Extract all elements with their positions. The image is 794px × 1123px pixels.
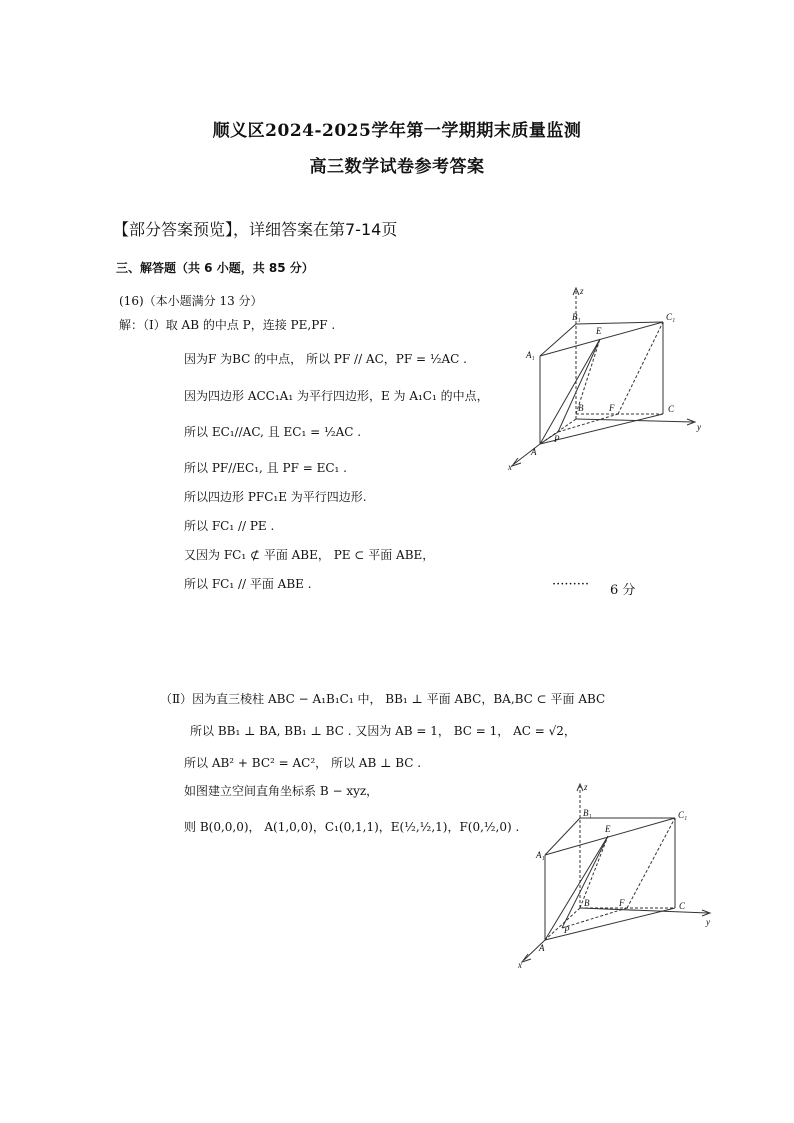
figure-label: P xyxy=(564,925,570,935)
document-title: 顺义区2024-2025学年第一学期期末质量监测 xyxy=(212,121,582,141)
figure-label: A xyxy=(531,447,537,457)
figure-label: E xyxy=(596,326,602,336)
figure-label: y xyxy=(697,422,701,432)
document-subtitle: 高三数学试卷参考答案 xyxy=(309,157,485,177)
score-dots: ········· xyxy=(552,577,590,592)
figure-label: C xyxy=(679,901,686,911)
solution-line: 又因为 FC₁ ⊄ 平面 ABE， PE ⊂ 平面 ABE， xyxy=(184,548,435,562)
solution-line: 所以 FC₁ // PE . xyxy=(184,519,275,533)
preview-note: 【部分答案预览】，详细答案在第7-14页 xyxy=(113,220,398,239)
figure-label: A₁ xyxy=(536,850,545,860)
solution-line: 则 B(0,0,0)， A(1,0,0)，C₁(0,1,1)，E(½,½,1)，F(0,½,0) . xyxy=(184,820,520,834)
problem-heading: (16)（本小题满分 13 分） xyxy=(119,294,263,308)
figure-label: B₁ xyxy=(583,808,592,818)
figure-label: C₁ xyxy=(678,810,688,820)
prism-figure xyxy=(500,284,710,474)
figure-label: z xyxy=(584,782,588,792)
prism-figure-coordinates xyxy=(510,780,720,970)
solution-line: 所以四边形 PFC₁E 为平行四边形. xyxy=(184,490,367,504)
figure-label: C₁ xyxy=(666,312,676,322)
figure-label: y xyxy=(706,917,710,927)
figure-label: P xyxy=(554,434,560,444)
figure-label: F xyxy=(619,898,625,908)
figure-label: B xyxy=(584,898,590,908)
figure-label: B xyxy=(578,403,584,413)
solution-line: 所以 PF//EC₁, 且 PF = EC₁ . xyxy=(184,461,347,475)
figure-label: x xyxy=(508,462,512,472)
solution-line: 如图建立空间直角坐标系 B − xyz， xyxy=(184,784,379,798)
solution-line: 因为F 为BC 的中点， 所以 PF // AC，PF = ½AC . xyxy=(184,352,467,366)
solution-line: 所以 AB² + BC² = AC²， 所以 AB ⊥ BC . xyxy=(184,756,422,770)
figure-label: E xyxy=(605,824,611,834)
figure-label: A xyxy=(539,943,545,953)
solution-line: 所以 FC₁ // 平面 ABE . xyxy=(184,577,312,591)
solution-line: 解：（Ⅰ）取 AB 的中点 P，连接 PE,PF . xyxy=(119,318,336,332)
figure-label: C xyxy=(668,404,675,414)
solution-line: （Ⅱ）因为直三棱柱 ABC − A₁B₁C₁ 中， BB₁ ⊥ 平面 ABC，BA,BC ⊂ 平面 ABC xyxy=(160,692,606,706)
solution-line: 所以 BB₁ ⊥ BA, BB₁ ⊥ BC . 又因为 AB = 1， BC = 1， AC = √2， xyxy=(190,724,576,738)
solution-line: 所以 EC₁//AC, 且 EC₁ = ½AC . xyxy=(184,425,362,439)
figure-label: A₁ xyxy=(526,350,535,360)
figure-label: x xyxy=(518,960,522,970)
score-label: 6 分 xyxy=(610,583,636,598)
figure-label: z xyxy=(580,286,584,296)
figure-label: B₁ xyxy=(572,312,581,322)
figure-label: F xyxy=(609,403,615,413)
solution-line: 因为四边形 ACC₁A₁ 为平行四边形，E 为 A₁C₁ 的中点， xyxy=(184,389,489,403)
section-title: 三、解答题（共 6 小题，共 85 分） xyxy=(116,261,314,275)
